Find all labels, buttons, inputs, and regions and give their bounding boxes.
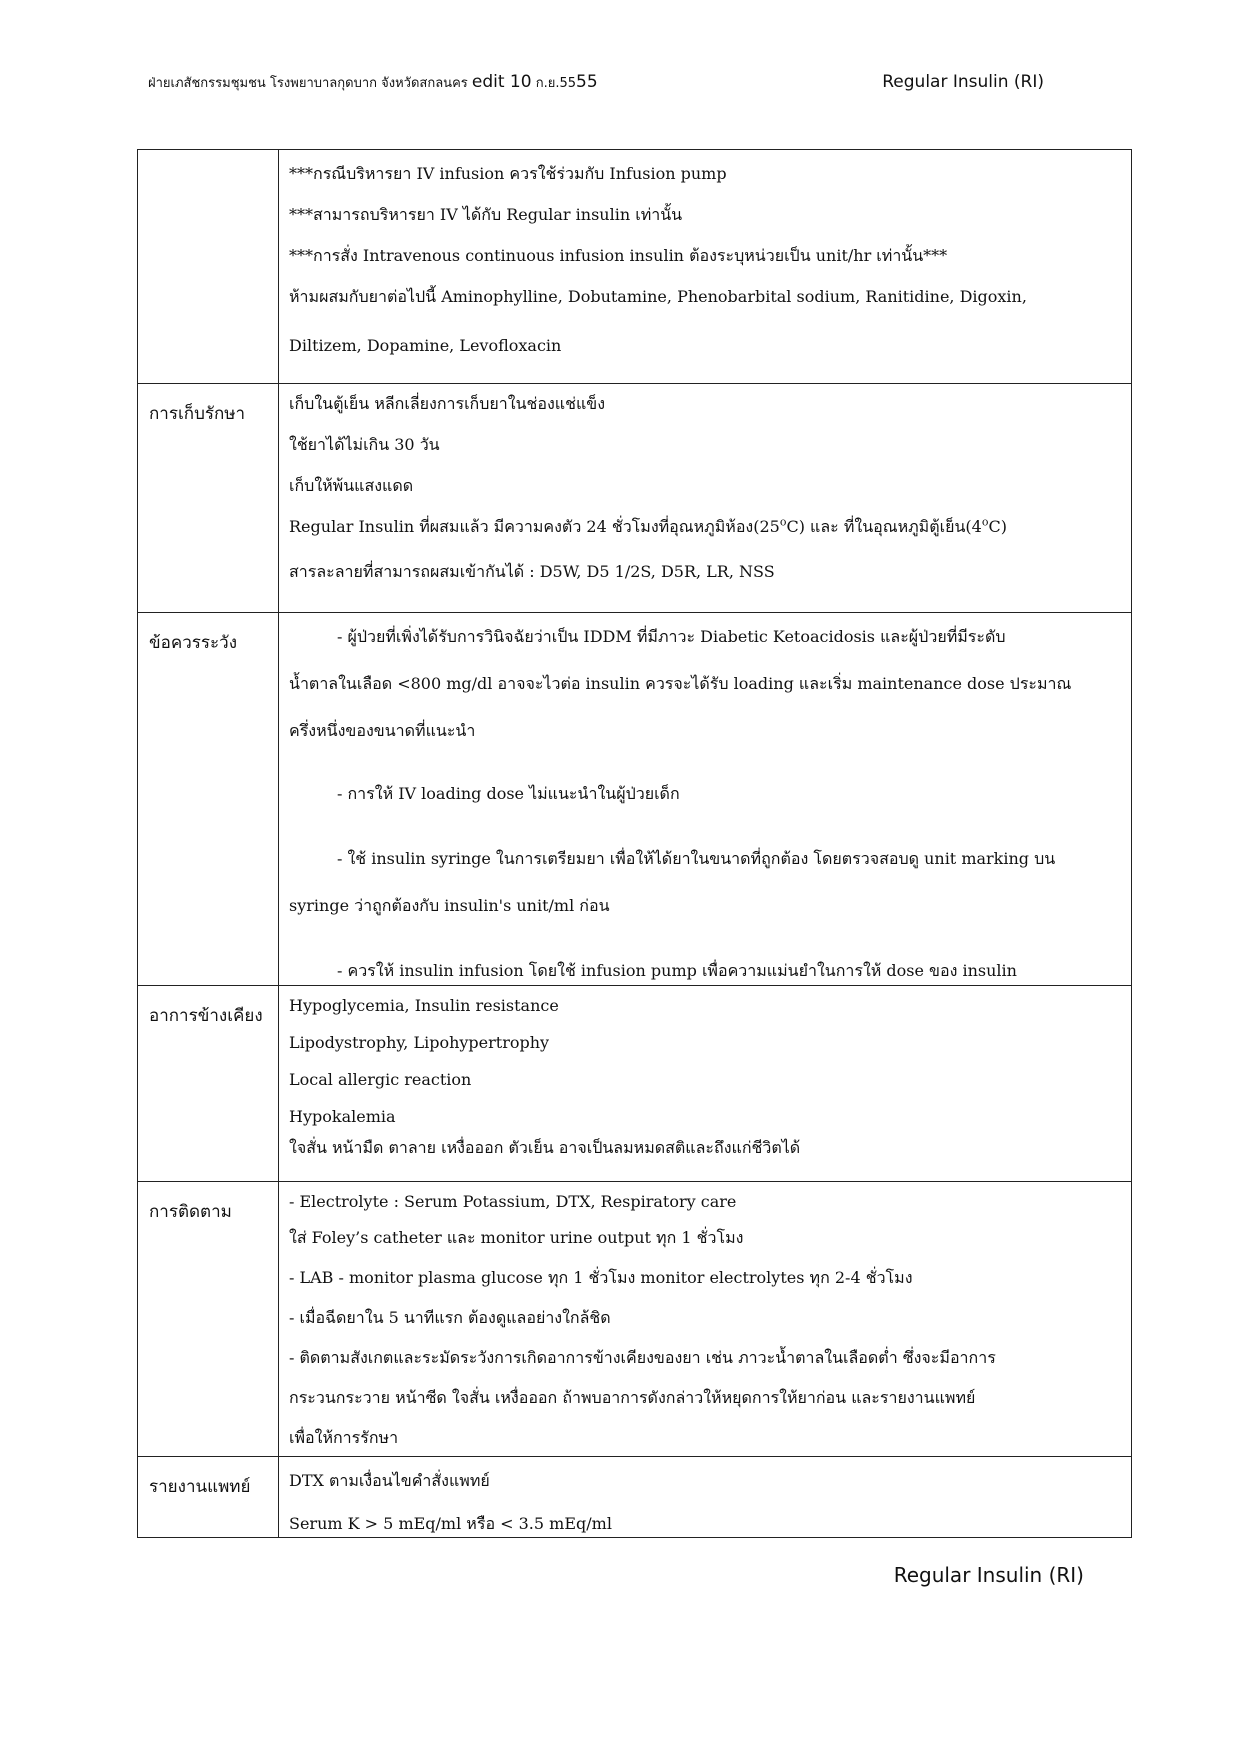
content-line: ใช้ยาได้ไม่เกิน 30 วัน [289, 435, 440, 454]
content-line: เพื่อให้การรักษา [289, 1428, 399, 1447]
row-content-report [279, 1457, 1132, 1538]
row-label-report: รายงานแพทย์ [138, 1457, 279, 1538]
content-line: ใส่ Foley’s catheter และ monitor urine output ทุก 1 ชั่วโมง [289, 1228, 744, 1247]
content-line: ครึ่งหนึ่งของขนาดที่แนะนำ [289, 721, 476, 740]
content-line: - ผู้ป่วยที่เพิ่งได้รับการวินิจฉัยว่าเป็น IDDM ที่มีภาวะ Diabetic Ketoacidosis และผู้ป่วยที่มีระดับ [337, 627, 1006, 646]
content-line: - ควรให้ insulin infusion โดยใช้ infusion pump เพื่อความแม่นยำในการให้ dose ของ insulin [337, 961, 1017, 980]
drug-info-table [137, 149, 1132, 1538]
table-row [138, 150, 1132, 384]
header-date: ก.ย.55 [535, 76, 577, 91]
page-header [148, 72, 1044, 102]
content-line: สารละลายที่สามารถผสมเข้ากันได้ : D5W, D5 1/2S, D5R, LR, NSS [289, 562, 775, 581]
page-footer-drug-name: Regular Insulin (RI) [893, 1563, 1084, 1587]
row-label-storage: การเก็บรักษา [138, 384, 279, 613]
table-row [138, 384, 1132, 613]
content-line: Hypokalemia [289, 1107, 396, 1126]
content-line: น้ำตาลในเลือด <800 mg/dl อาจจะไวต่อ insulin ควรจะได้รับ loading และเริ่ม maintenance dose ประมาณ [289, 674, 1072, 693]
content-line: - Electrolyte : Serum Potassium, DTX, Respiratory care [289, 1192, 737, 1211]
table-row [138, 986, 1132, 1182]
content-line: Lipodystrophy, Lipohypertrophy [289, 1033, 550, 1052]
row-label-precautions: ข้อควรระวัง [138, 613, 279, 986]
table-row [138, 613, 1132, 986]
content-line: syringe ว่าถูกต้องกับ insulin's unit/ml ก่อน [289, 896, 610, 915]
content-line: Diltizem, Dopamine, Levofloxacin [289, 336, 562, 355]
content-line: DTX ตามเงื่อนไขคำสั่งแพทย์ [289, 1471, 490, 1490]
content-line: กระวนกระวาย หน้าซีด ใจสั่น เหงื่อออก ถ้าพบอาการดังกล่าวให้หยุดการให้ยาก่อน และรายงานแพทย์ [289, 1388, 976, 1407]
row-label-monitoring: การติดตาม [138, 1182, 279, 1457]
table-row [138, 1182, 1132, 1457]
header-drug-name: Regular Insulin (RI) [882, 72, 1044, 92]
content-line: เก็บในตู้เย็น หลีกเลี่ยงการเก็บยาในช่องแช่แข็ง [289, 394, 606, 413]
row-content-precautions [279, 613, 1132, 986]
header-edit-label: edit 10 [471, 72, 532, 92]
content-line: Hypoglycemia, Insulin resistance [289, 996, 559, 1015]
content-line: ***กรณีบริหารยา IV infusion ควรใช้ร่วมกับ Infusion pump [289, 164, 727, 183]
header-department-text: ฝ่ายเภสัชกรรมชุมชน โรงพยาบาลกุดบาก จังหวัดสกลนคร [148, 76, 468, 91]
table-row [138, 1457, 1132, 1538]
content-line: - ใช้ insulin syringe ในการเตรียมยา เพื่อให้ได้ยาในขนาดที่ถูกต้อง โดยตรวจสอบดู unit marking บน [337, 849, 1056, 868]
row-content-side-effects [279, 986, 1132, 1182]
content-line: ***การสั่ง Intravenous continuous infusion insulin ต้องระบุหน่วยเป็น unit/hr เท่านั้น*** [289, 246, 948, 265]
content-line: ห้ามผสมกับยาต่อไปนี้ Aminophylline, Dobutamine, Phenobarbital sodium, Ranitidine, Digoxin, [289, 287, 1027, 306]
content-line: เก็บให้พ้นแสงแดด [289, 476, 414, 495]
row-content-storage [279, 384, 1132, 613]
row-content-monitoring [279, 1182, 1132, 1457]
content-line: - ติดตามสังเกตและระมัดระวังการเกิดอาการข้างเคียงของยา เช่น ภาวะน้ำตาลในเลือดต่ำ ซึ่งจะมีอาการ [289, 1348, 996, 1367]
content-line: - การให้ IV loading dose ไม่แนะนำในผู้ป่วยเด็ก [337, 784, 680, 803]
row-content-administration [279, 150, 1132, 384]
header-department: ฝ่ายเภสัชกรรมชุมชน โรงพยาบาลกุดบาก จังหวัดสกลนคร edit 10 ก.ย.5555 [148, 72, 598, 92]
content-line: - เมื่อฉีดยาใน 5 นาทีแรก ต้องดูแลอย่างใกล้ชิด [289, 1308, 611, 1327]
content-line-temperature: Regular Insulin ที่ผสมแล้ว มีความคงตัว 24 ชั่วโมงที่อุณหภูมิห้อง(25$^o$C) และ ที่ในอุณหภูมิตู้เย็น(4$^o$C) [289, 515, 1007, 536]
content-line: Local allergic reaction [289, 1070, 472, 1089]
content-line: - LAB - monitor plasma glucose ทุก 1 ชั่วโมง monitor electrolytes ทุก 2-4 ชั่วโมง [289, 1268, 913, 1287]
row-label-side-effects: อาการข้างเคียง [138, 986, 279, 1182]
content-line: Serum K > 5 mEq/ml หรือ < 3.5 mEq/ml [289, 1514, 612, 1533]
content-line: ***สามารถบริหารยา IV ได้กับ Regular insulin เท่านั้น [289, 205, 683, 224]
row-label [138, 150, 279, 384]
content-line: ใจสั่น หน้ามืด ตาลาย เหงื่อออก ตัวเย็น อาจเป็นลมหมดสติและถึงแก่ชีวิตได้ [289, 1138, 801, 1157]
